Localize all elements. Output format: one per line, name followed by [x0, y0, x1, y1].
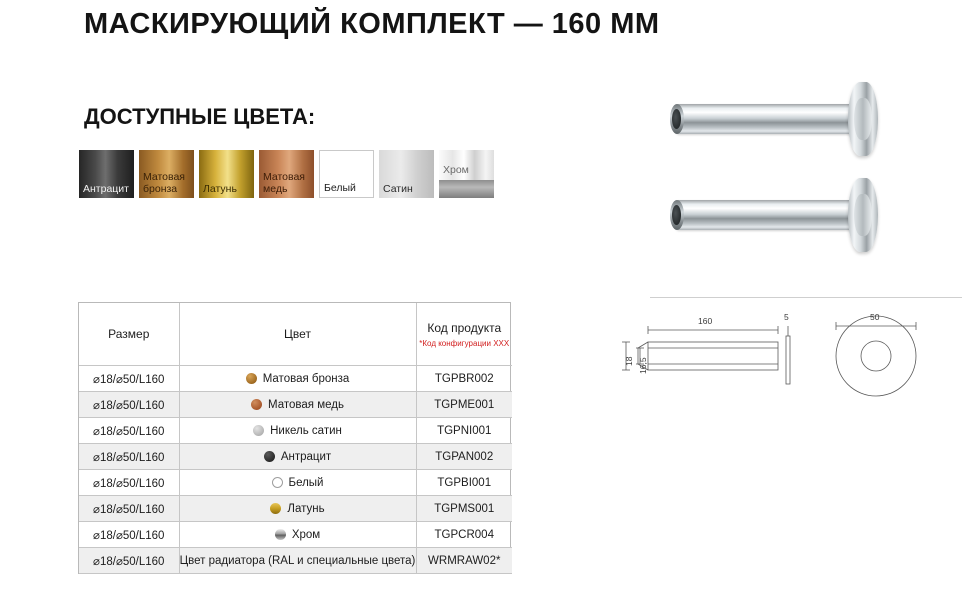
table-row: [79, 444, 512, 470]
cell-code: TGPCR004: [416, 522, 512, 548]
cell-size: ⌀18/⌀50/L160: [79, 392, 179, 418]
column-header-code-label: Код продукта: [427, 320, 502, 335]
wall-flange-inner: [854, 194, 872, 236]
swatch-label: Антрацит: [83, 183, 129, 195]
cell-color-label: Цвет радиатора (RAL и специальные цвета): [179, 554, 416, 567]
cell-color: [179, 392, 416, 418]
swatch-label: Латунь: [203, 183, 237, 195]
cell-code: TGPMS001: [416, 496, 512, 522]
table-header-row: [79, 303, 512, 366]
cell-color-label: Никель сатин: [270, 424, 342, 437]
color-swatch-row: [79, 150, 494, 198]
color-dot-icon: [251, 399, 262, 410]
cell-size: ⌀18/⌀50/L160: [79, 444, 179, 470]
cell-size: ⌀18/⌀50/L160: [79, 366, 179, 392]
wall-flange: [848, 82, 878, 156]
swatch-chrome[interactable]: [439, 150, 494, 198]
swatch-chrome-lower: [439, 180, 494, 198]
cell-color: [179, 470, 416, 496]
cell-color: [179, 418, 416, 444]
swatch-matte-copper[interactable]: [259, 150, 314, 198]
color-dot-icon: [246, 373, 257, 384]
color-dot-icon: [264, 451, 275, 462]
column-header-color: Цвет: [179, 303, 416, 366]
wall-flange-inner: [854, 98, 872, 140]
specification-table: [78, 302, 511, 574]
cell-color: [179, 366, 416, 392]
column-header-code-note: *Код конфигурации XXX: [419, 338, 510, 348]
wall-flange: [848, 178, 878, 252]
pipe-bore: [672, 205, 681, 225]
color-dot-icon: [253, 425, 264, 436]
swatch-label: Матовая медь: [263, 171, 305, 195]
cell-color: [179, 548, 416, 574]
cell-code: TGPBR002: [416, 366, 512, 392]
table-row: [79, 522, 512, 548]
available-colors-heading: ДОСТУПНЫЕ ЦВЕТА:: [84, 104, 316, 129]
table-row: [79, 392, 512, 418]
cell-code: TGPNI001: [416, 418, 512, 444]
table-row: [79, 470, 512, 496]
cell-code: WRMRAW02*: [416, 548, 512, 574]
dim-outer-label: 18: [624, 356, 634, 366]
cell-color-label: Латунь: [287, 502, 325, 515]
product-renderings: [620, 80, 960, 295]
cell-color-label: Матовая бронза: [262, 372, 350, 385]
swatch-brass[interactable]: [199, 150, 254, 198]
column-header-size: Размер: [79, 303, 179, 366]
pipe-body: [676, 104, 866, 134]
cell-color-label: Белый: [288, 476, 324, 489]
swatch-label: Хром: [443, 164, 469, 176]
dim-length-label: 160: [698, 316, 713, 326]
swatch-satin[interactable]: [379, 150, 434, 198]
table-row: [79, 366, 512, 392]
cell-color-label: Матовая медь: [268, 398, 344, 411]
pipe-bore: [672, 109, 681, 129]
swatch-label: Белый: [324, 182, 356, 194]
cell-color-label: Хром: [291, 528, 321, 541]
pipe-body: [676, 200, 866, 230]
cell-code: TGPME001: [416, 392, 512, 418]
color-dot-icon: [270, 503, 281, 514]
color-dot-icon: [272, 477, 283, 488]
cell-size: ⌀18/⌀50/L160: [79, 470, 179, 496]
cell-size: ⌀18/⌀50/L160: [79, 418, 179, 444]
page-title: МАСКИРУЮЩИЙ КОМПЛЕКТ — 160 ММ: [84, 8, 660, 40]
cell-color-label: Антрацит: [280, 450, 332, 463]
color-dot-icon: [275, 529, 286, 540]
cell-code: TGPAN002: [416, 444, 512, 470]
cell-size: ⌀18/⌀50/L160: [79, 522, 179, 548]
dim-inner-label: 16,5: [638, 357, 648, 374]
cell-size: ⌀18/⌀50/L160: [79, 548, 179, 574]
swatch-matte-bronze[interactable]: [139, 150, 194, 198]
cell-code: TGPBI001: [416, 470, 512, 496]
cell-size: ⌀18/⌀50/L160: [79, 496, 179, 522]
swatch-label: Матовая бронза: [143, 171, 185, 195]
dim-thickness-label: 5: [784, 312, 789, 322]
cell-color: [179, 444, 416, 470]
pipe-open-end: [670, 104, 684, 134]
swatch-label: Сатин: [383, 183, 413, 195]
column-header-code: [416, 303, 512, 366]
dim-flange-label: 50: [870, 312, 880, 322]
technical-drawing: [612, 296, 964, 426]
table-row: [79, 496, 512, 522]
swatch-anthracite[interactable]: [79, 150, 134, 198]
cell-color: [179, 496, 416, 522]
table-row: [79, 418, 512, 444]
table-row: [79, 548, 512, 574]
swatch-white[interactable]: [319, 150, 374, 198]
pipe-open-end: [670, 200, 684, 230]
cell-color: [179, 522, 416, 548]
